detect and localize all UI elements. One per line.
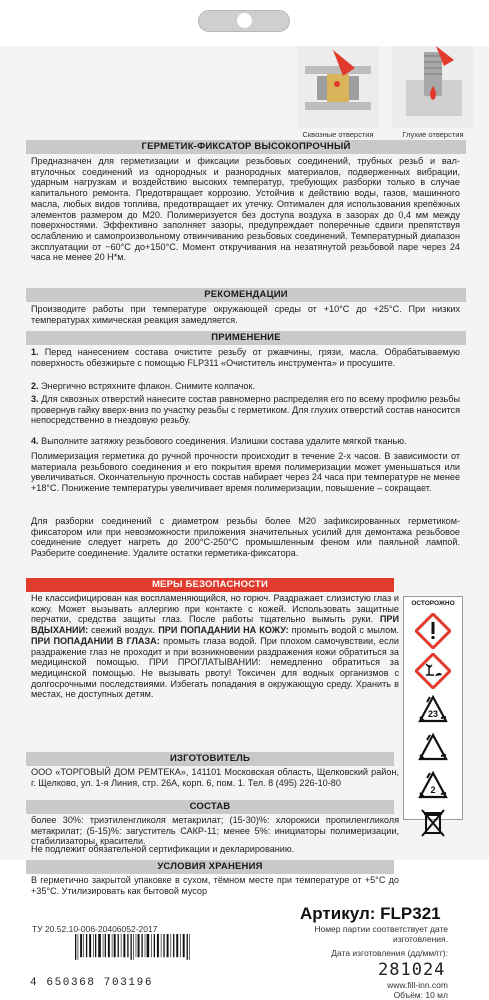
blind-hole-caption: Глухие отверстия <box>402 130 464 139</box>
step-number: 3. <box>31 394 39 404</box>
disassembly-text: Для разборки соединений с диаметром резьбы более М20 зафиксированных герметиком-фиксатором или при невозможности приложения значительных усилий для демонтажа резьбовое соединение следует нагреть до 200°С-250°С промышленным феном или паяльной лампой. Разберите соединение. Удалите остатки герметика-фиксатора. <box>31 516 460 559</box>
bin-crossed-icon <box>416 805 450 839</box>
blind-hole-diagram <box>392 46 474 128</box>
manufacturer-text: ООО «ТОРГОВЫЙ ДОМ РЕМТЕКА», 141101 Московская область, Щелковский район, г. Щелково, ул. 1-я Линия, стр. 26А, корп. 6, пом. 1. Тел. 8 (495) 226-10-80 <box>31 767 399 788</box>
step-number: 4. <box>31 436 39 446</box>
hang-hole <box>237 13 252 28</box>
tu-spec: ТУ 20.52.10-006-20406052-2017 <box>32 924 158 934</box>
recommendations-header: РЕКОМЕНДАЦИИ <box>26 288 466 302</box>
recommendations-text: Производите работы при температуре окружающей среды от +10°С до +25°С. При низких температурах химическая реакция замедляется. <box>31 304 460 325</box>
warning-panel <box>403 596 463 820</box>
svg-text:2: 2 <box>430 785 436 795</box>
batch-number: 281024 <box>378 960 446 980</box>
exclamation-hazard-icon <box>415 613 451 649</box>
batch-label: Номер партии соответствует дате изготовления. <box>314 924 448 944</box>
through-hole-caption: Сквозные отверстия <box>302 130 374 139</box>
recycle-icon <box>416 731 450 765</box>
storage-text: В герметично закрытой упаковке в сухом, тёмном месте при температуре от +5°С до +35°С. Утилизировать как бытовой мусор <box>31 875 399 896</box>
volume: Объём: 10 мл <box>393 990 448 1000</box>
date-label: Дата изготовления (дд/мм/гг): <box>331 948 448 958</box>
application-step: 4. Выполните затяжку резьбового соединения. Излишки состава удалите мягкой тканью. <box>31 436 407 446</box>
application-step: 2. Энергично встряхните флакон. Снимите колпачок. <box>31 381 255 391</box>
step-number: 2. <box>31 381 39 391</box>
safety-text: Не классифицирован как воспламеняющийся, но горюч. Раздражает слизистую глаз и кожу. Может вызывать аллергию при контакте с кожей. Использовать защитные перчатки, средства защиты глаз. После работы тщательно вымыть руки. ПРИ ВДЫХАНИИ: свежий воздух. ПРИ ПОПАДАНИИ НА КОЖУ: промыть водой с мылом. ПРИ ПОПАДАНИИ В ГЛАЗА: промыть глаза водой. При плохом самочувствии, если раздражение глаз не проходит и при возникновении раздражения кожи обратиться за медицинской помощью. ПРИ ПРОГЛАТЫВАНИИ: немедленно обратиться за медицинской помощью. Не вызывать рвоту! Токсичен для водных организмов с долгосрочными последствиями. Избегать попадания в окружающую среду. Хранить в местах, не доступных детям. <box>31 593 400 700</box>
composition-note: Не подлежит обязательной сертификации и декларированию. <box>31 844 295 854</box>
svg-text:23: 23 <box>427 709 439 719</box>
product-title: ГЕРМЕТИК-ФИКСАТОР ВЫСОКОПРОЧНЫЙ <box>26 140 466 154</box>
through-hole-diagram <box>297 46 379 128</box>
safety-header: МЕРЫ БЕЗОПАСНОСТИ <box>26 578 394 592</box>
storage-header: УСЛОВИЯ ХРАНЕНИЯ <box>26 860 394 874</box>
website: www.fill-inn.com <box>387 980 448 990</box>
composition-text: более 30%: триэтиленгликоля метакрилат; (15-30)%: хлорокиси пропиленгликоля метакрилат; (5-15)%: загуститель САКР-11; менее 5%: инициаторы полимеризации, стабилизаторы, красители. <box>31 815 399 847</box>
intro-text: Предназначен для герметизации и фиксации резьбовых соединений, трубных резьб и вал-втулочных соединений из однородных и разнородных материалов, подверженных вибрации, ударным нагрузкам и воздействию высоких температур, требующих разборки только в случае капитального ремонта. Предотвращает коррозию. Устойчив к действию воды, газов, машинного масла, любых видов топлива, предотвращает их утечку. Оптимален для использования крепёжных элементов размером до М20. Полимеризуется без доступа воздуха в зазорах до 0,4 мм между поверхностями. Эффективно заполняет зазоры, предупреждает поперечные сдвиги препятствуя ослаблению и самопроизвольному отвинчиванию резьбовых соединений. Температурный диапазон эксплуатации от −60°С до+150°С. Момент откручивания на незатянутой резьбовой паре через 24 часа не менее 20 Н*м. <box>31 156 460 263</box>
application-header: ПРИМЕНЕНИЕ <box>26 331 466 345</box>
recycle-23-icon <box>416 693 450 727</box>
barcode-digits: 4 650368 703196 <box>30 977 154 989</box>
composition-header: СОСТАВ <box>26 800 394 814</box>
article-number: Артикул: FLP321 <box>300 904 441 923</box>
environment-hazard-icon <box>415 653 451 689</box>
manufacturer-header: ИЗГОТОВИТЕЛЬ <box>26 752 394 766</box>
polymerization-text: Полимеризация герметика до ручной прочности происходит в течение 2-х часов. В зависимости от материала резьбового соединения и его покрытия время полимеризации может уменьшаться или увеличиваться. Окончательную прочность состав набирает через 24 часа при температуре не менее +18°С. Понижение температуры увеличивает время полимеризации, повышение – сокращает. <box>31 451 460 494</box>
application-step: 3. Для сквозных отверстий нанесите состав равномерно распределяя его по всему профилю резьбы провернув гайку вверх-вниз по участку резьбы с герметиком. Для глухих отверстий состав наносится непосредственно в гнездовую резьбу. <box>31 394 460 426</box>
barcode <box>40 934 230 974</box>
recycle-2-icon <box>416 769 450 803</box>
step-number: 1. <box>31 347 39 357</box>
warning-title: ОСТОРОЖНО <box>411 600 455 607</box>
application-step: 1. Перед нанесением состава очистите резьбу от ржавчины, грязи, масла. Обрабатываемую поверхность обезжирьте с помощью FLP311 «Очиститель инструмента» и просушите. <box>31 347 460 368</box>
hang-tab <box>0 0 489 46</box>
